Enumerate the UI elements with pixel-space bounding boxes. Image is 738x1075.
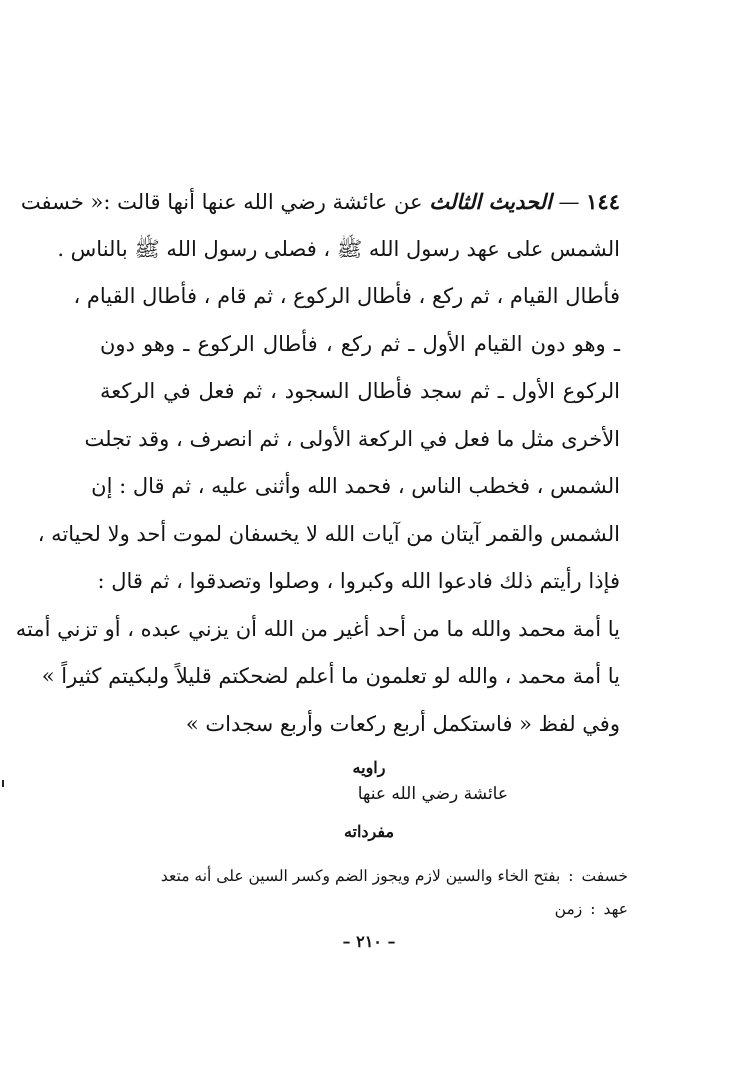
hadith-line-7: الشمس ، فخطب الناس ، فحمد الله وأثنى عليه ، ثم قال : إن bbox=[91, 474, 620, 498]
hadith-line-6: الأخرى مثل ما فعل في الركعة الأولى ، ثم انصرف ، وقد تجلت bbox=[84, 426, 620, 451]
vocabulary-item bbox=[161, 860, 628, 893]
scan-edge-mark bbox=[2, 780, 4, 787]
hadith-title: الحديث الثالث bbox=[429, 189, 552, 214]
hadith-line-3: فأطال القيام ، ثم ركع ، فأطال الركوع ، ثم قام ، فأطال القيام ، bbox=[73, 284, 620, 308]
vocabulary-item bbox=[161, 893, 628, 926]
hadith-dash: — bbox=[558, 190, 580, 214]
narrator-heading: راويه bbox=[352, 758, 386, 777]
hadith-line-8: الشمس والقمر آيتان من آيات الله لا يخسفان لموت أحد ولا لحياته ، bbox=[37, 521, 620, 546]
hadith-line-12: وفي لفظ « فاستكمل أربع ركعات وأربع سجدات » bbox=[185, 711, 620, 736]
vocabulary-word: خسفت bbox=[581, 867, 628, 885]
hadith-line-5: الركوع الأول ـ ثم سجد فأطال السجود ، ثم فعل في الركعة bbox=[100, 379, 620, 403]
vocabulary-separator: : bbox=[590, 900, 596, 918]
vocabulary-word: عهد bbox=[603, 900, 628, 918]
hadith-line-2: الشمس على عهد رسول الله ﷺ ، فصلى رسول الله ﷺ بالناس . bbox=[57, 236, 620, 261]
vocabulary-list bbox=[161, 860, 628, 926]
page-number: – ٢١٠ – bbox=[342, 932, 396, 951]
hadith-number: ١٤٤ bbox=[586, 189, 620, 214]
hadith-line-1 bbox=[20, 178, 620, 226]
hadith-text bbox=[15, 178, 620, 748]
hadith-line-4: ـ وهو دون القيام الأول ـ ثم ركع ، فأطال الركوع ـ وهو دون bbox=[100, 331, 620, 356]
hadith-line-10: يا أمة محمد والله ما من أحد أغير من الله أن يزني عبده ، أو تزني أمته bbox=[15, 616, 620, 641]
vocabulary-separator: : bbox=[568, 867, 574, 885]
narrator-name: عائشة رضي الله عنها bbox=[357, 784, 508, 804]
vocabulary-meaning: بفتح الخاء والسين لازم ويجوز الضم وكسر السين على أنه متعد bbox=[160, 867, 561, 885]
hadith-line-9: فإذا رأيتم ذلك فادعوا الله وكبروا ، وصلوا وتصدقوا ، ثم قال : bbox=[97, 569, 620, 593]
vocabulary-heading: مفرداته bbox=[343, 822, 395, 841]
vocabulary-meaning: زمن bbox=[554, 900, 583, 918]
hadith-line-text: عن عائشة رضي الله عنها أنها قالت :« خسفت bbox=[20, 190, 423, 214]
hadith-line-11: يا أمة محمد ، والله لو تعلمون ما أعلم لضحكتم قليلاً ولبكيتم كثيراً » bbox=[41, 664, 620, 688]
